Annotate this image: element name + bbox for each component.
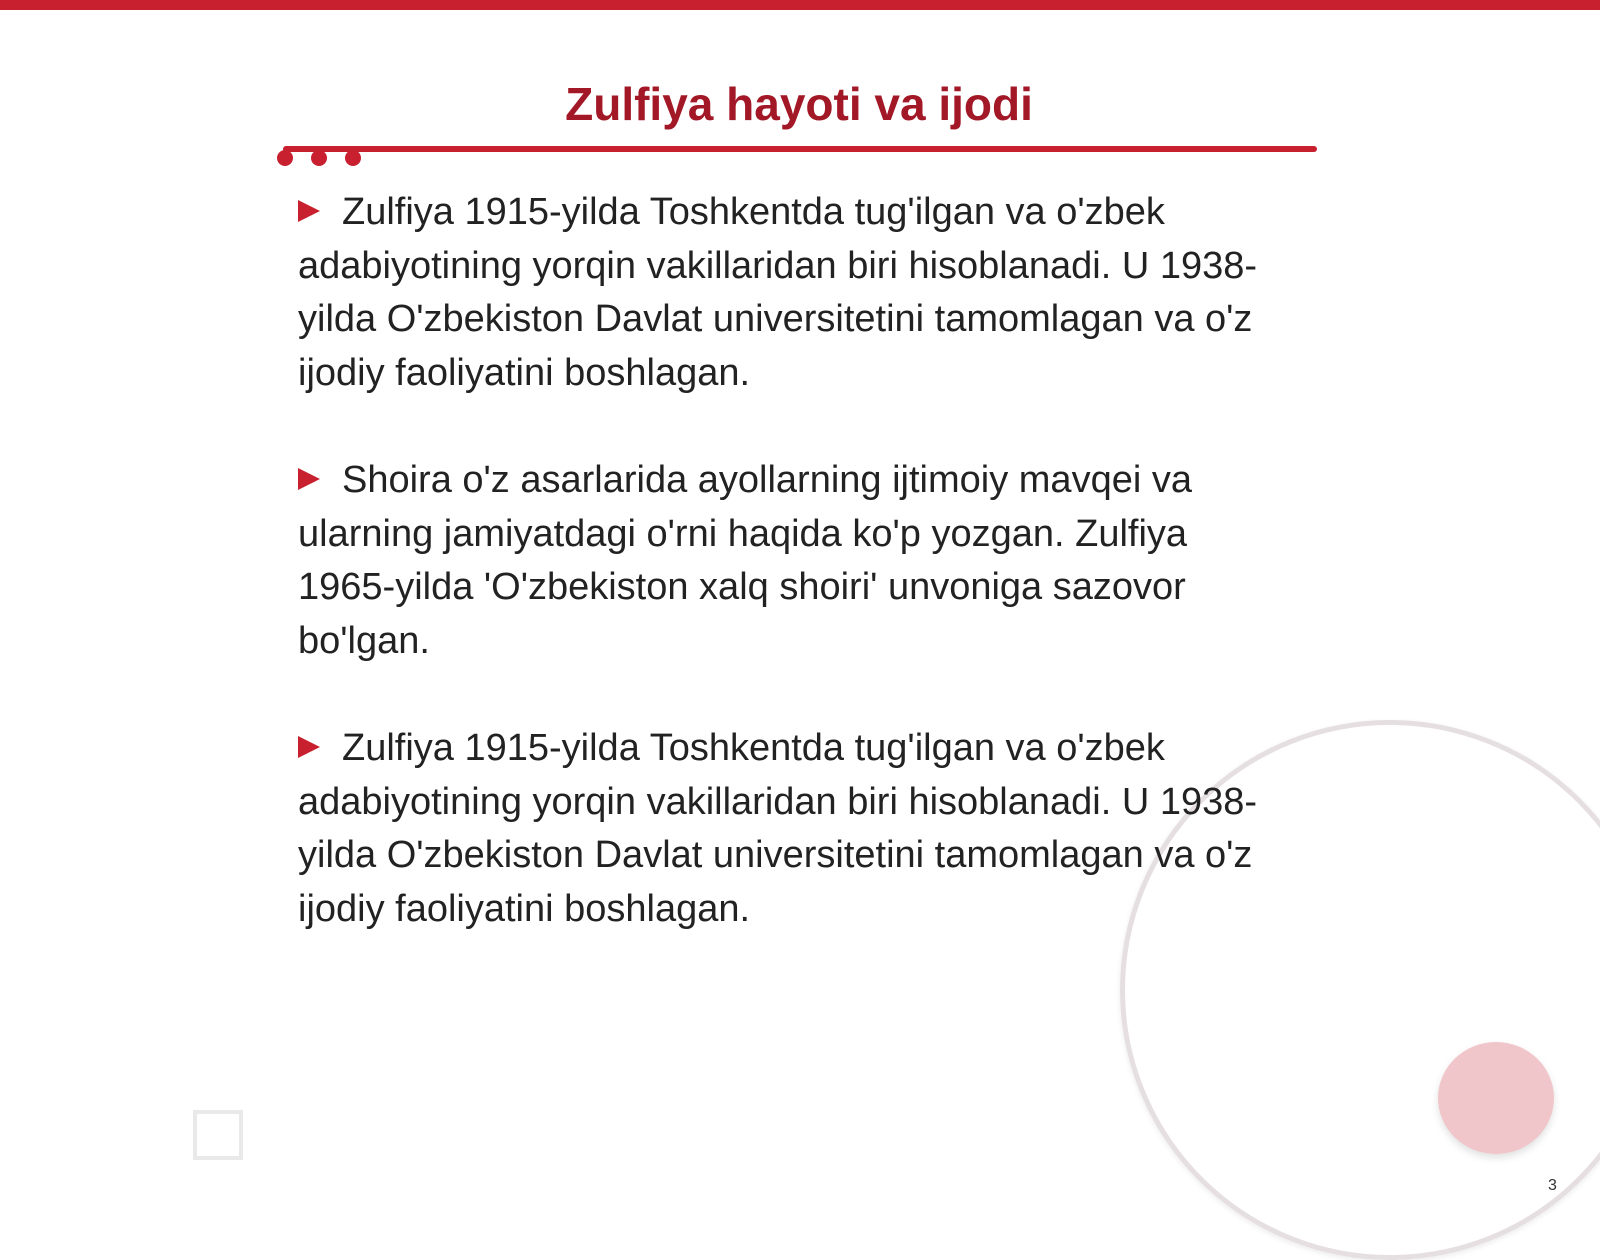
top-accent-bar <box>0 0 1600 10</box>
bullet-item <box>298 454 1278 668</box>
underline-dot <box>345 150 361 166</box>
bullet-list <box>298 186 1278 990</box>
page-number: 3 <box>1548 1177 1557 1194</box>
bullet-text: Shoira o'z asarlarida ayollarning ijtimoiy mavqei va ularning jamiyatdagi o'rni haqida ko'p yozgan. Zulfiya 1965-yilda 'O'zbekiston xalq shoiri' unvoniga sazovor bo'lgan. <box>298 459 1192 662</box>
slide-title: Zulfiya hayoti va ijodi <box>565 78 1033 130</box>
title-underline <box>283 146 1317 152</box>
triangle-right-icon <box>298 736 320 758</box>
decorative-square <box>193 1110 243 1160</box>
triangle-right-icon <box>298 200 320 222</box>
underline-dot <box>311 150 327 166</box>
bullet-text: Zulfiya 1915-yilda Toshkentda tug'ilgan va o'zbek adabiyotining yorqin vakillaridan biri hisoblanadi. U 1938-yilda O'zbekiston Davlat universitetini tamomlagan va o'z ijodiy faoliyatini boshlagan. <box>298 727 1258 930</box>
decorative-circle <box>1438 1042 1554 1154</box>
bullet-item <box>298 722 1278 936</box>
underline-dot <box>277 150 293 166</box>
bullet-item <box>298 186 1278 400</box>
bullet-text: Zulfiya 1915-yilda Toshkentda tug'ilgan va o'zbek adabiyotining yorqin vakillaridan biri hisoblanadi. U 1938-yilda O'zbekiston Davlat universitetini tamomlagan va o'z ijodiy faoliyatini boshlagan. <box>298 191 1258 394</box>
triangle-right-icon <box>298 468 320 490</box>
